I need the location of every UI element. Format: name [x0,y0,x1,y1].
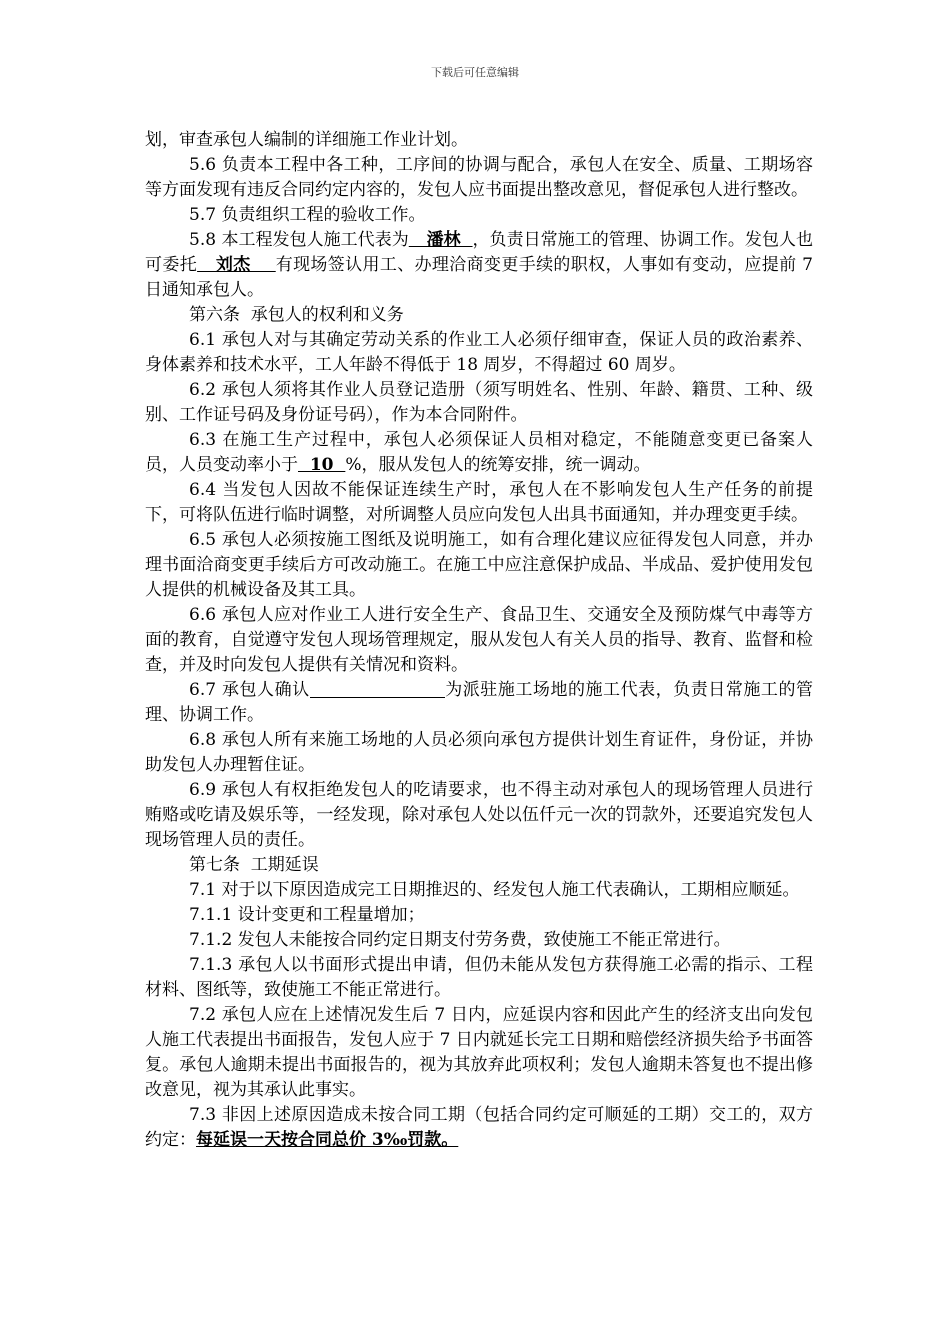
document-body [145,128,813,1153]
paragraph-6-1: 6.1 承包人对与其确定劳动关系的作业工人必须仔细审查，保证人员的政治素养、身体素养和技术水平，工人年龄不得低于 18 周岁，不得超过 60 周岁。 [145,330,813,375]
paragraph-7-3-text: 7.3 非因上述原因造成未按合同工期（包括合同约定可顺延的工期）交工的，双方约定： [145,1105,813,1150]
article-6-heading: 第六条 承包人的权利和义务 [189,305,404,325]
paragraph-6-2: 6.2 承包人须将其作业人员登记造册（须写明姓名、性别、年龄、籍贯、工种、级别、工作证号码及身份证号码），作为本合同附件。 [145,380,813,425]
article-7-heading: 第七条 工期延误 [189,855,319,875]
paragraph-6-6: 6.6 承包人应对作业工人进行安全生产、食品卫生、交通安全及预防煤气中毒等方面的教育，自觉遵守发包人现场管理规定，服从发包人有关人员的指导、教育、监督和检查，并及时向发包人提供有关情况和资料。 [145,605,813,675]
paragraph-6-8: 6.8 承包人所有来施工场地的人员必须向承包方提供计划生育证件，身份证，并协助发包人办理暂住证。 [145,730,813,775]
paragraph-5-8-text-b: ，负责日常施工的管理、协调工作。发包人也可委托 [145,230,814,275]
paragraph-6-9: 6.9 承包人有权拒绝发包人的吃请要求，也不得主动对承包人的现场管理人员进行贿赂或吃请及娱乐等，一经发现，除对承包人处以伍仟元一次的罚款外，还要追究发包人现场管理人员的责任。 [145,780,813,850]
paragraph-7-3 [145,1103,813,1153]
paragraph-5-5-continued: 划，审查承包人编制的详细施工作业计划。 [145,130,468,150]
paragraph-7-1: 7.1 对于以下原因造成完工日期推迟的、经发包人施工代表确认，工期相应顺延。 [189,880,800,900]
paragraph-6-5: 6.5 承包人必须按施工图纸及说明施工，如有合理化建议应征得发包人同意，并办理书面洽商变更手续后方可改动施工。在施工中应注意保护成品、半成品、爱护使用发包人提供的机械设备及其工具。 [145,530,813,600]
paragraph-7-1-1: 7.1.1 设计变更和工程量增加； [189,905,425,925]
employer-representative-name: 潘林 [408,230,473,250]
paragraph-7-1-3: 7.1.3 承包人以书面形式提出申请，但仍未能从发包方获得施工必需的指示、工程材料、图纸等，致使施工不能正常进行。 [145,955,813,1000]
paragraph-5-6: 5.6 负责本工程中各工种，工序间的协调与配合，承包人在安全、质量、工期场容等方面发现有违反合同约定内容的，发包人应书面提出整改意见，督促承包人进行整改。 [145,155,813,200]
paragraph-6-3 [145,428,813,478]
paragraph-5-8-text-a: 5.8 本工程发包人施工代表为 [189,230,409,250]
paragraph-5-7: 5.7 负责组织工程的验收工作。 [189,205,426,225]
paragraph-6-4: 6.4 当发包人因故不能保证连续生产时，承包人在不影响发包人生产任务的前提下，可将队伍进行临时调整，对所调整人员应向发包人出具书面通知，并办理变更手续。 [145,480,813,525]
page-header: 下载后可任意编辑 [431,66,519,79]
paragraph-5-8 [145,228,813,303]
delegate-name: 刘杰 [197,255,276,275]
paragraph-6-7 [145,678,813,728]
paragraph-7-2: 7.2 承包人应在上述情况发生后 7 日内，应延误内容和因此产生的经济支出向发包人施工代表提出书面报告，发包人应于 7 日内就延长完工日期和赔偿经济损失给予书面答复。承包人逾期未提出书面报告的，视为其放弃此项权利；发包人逾期未答复也不提出修改意见，视为其承认此事实。 [145,1005,813,1100]
paragraph-6-3-text-b: %，服从发包人的统筹安排，统一调动。 [345,455,651,475]
delay-penalty-clause: 每延误一天按合同总价 3‰罚款。 [196,1130,459,1150]
paragraph-6-7-text-b: 为派驻施工场地的施工代表，负责日常施工的管理、协调工作。 [145,680,813,725]
turnover-rate-value: 10 [298,455,346,475]
paragraph-6-7-text-a: 6.7 承包人确认 [189,680,310,700]
paragraph-5-8-text-c: 有现场签认用工、办理洽商变更手续的职权，人事如有变动，应提前 7 日通知承包人。 [145,255,813,300]
paragraph-6-3-text-a: 6.3 在施工生产过程中，承包人必须保证人员相对稳定，不能随意变更已备案人员，人员变动率小于 [145,430,813,475]
contractor-representative-blank [310,679,445,698]
paragraph-7-1-2: 7.1.2 发包人未能按合同约定日期支付劳务费，致使施工不能正常进行。 [189,930,731,950]
